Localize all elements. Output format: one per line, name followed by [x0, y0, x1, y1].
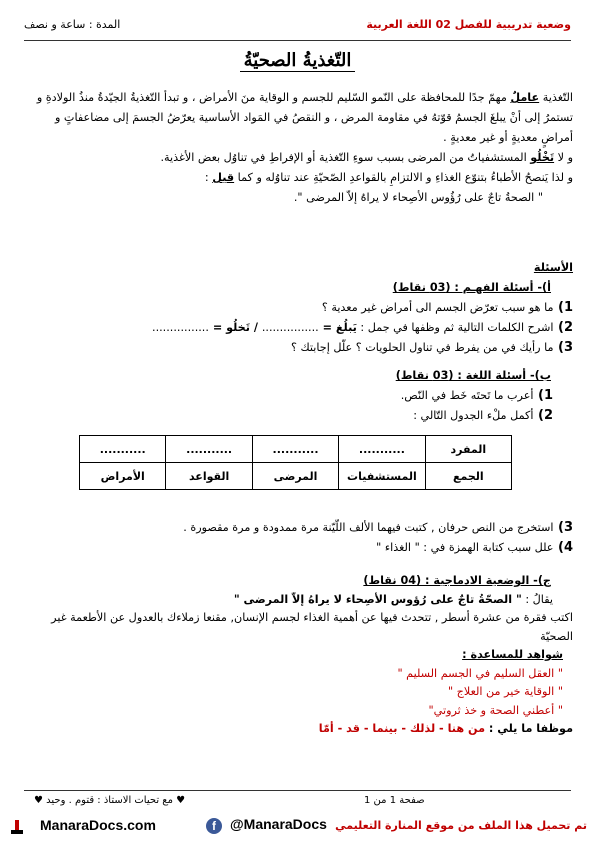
- support-item: " أعطني الصحة و خذ ثروتي": [428, 703, 563, 717]
- part-b-section: [22, 366, 573, 426]
- manara-logo-icon: [8, 819, 26, 835]
- question-b1: 1) أعرب ما تَحتَه خَط في النّص.: [400, 388, 553, 403]
- underlined-word-takhlu: تَخْلُو: [530, 151, 555, 164]
- table-row-label: الجمع: [425, 463, 511, 490]
- table-cell: القواعد: [166, 463, 252, 490]
- questions-section: [22, 258, 573, 358]
- table-cell-blank: ...........: [80, 436, 166, 463]
- table-row-plural: [80, 463, 512, 490]
- passage-paragraph-1: التّغذية عاملٌ مهمّ جدًا للمحافظة على النّمو السّليم للجسم و الوقاية منَ الأمراض ، و تبدأ التّغذيةُ الجيّدةُ منذُ الولادةِ و تستمرُ إلى أنْ يبلغَ الجسمُ قوّتهُ في مقاومة المرض ، و النقصُ في المَواد الأساسية يعرّضُ الجسمَ إلى مضاعفاتٍ و أمراضٍ معديةٍ أو غير معديةٍ .: [36, 91, 573, 144]
- facebook-icon[interactable]: f: [206, 818, 222, 834]
- table-cell-blank: ...........: [339, 436, 425, 463]
- underlined-word-qila: قيل: [212, 171, 235, 184]
- support-item: " العقل السليم في الجسم السليم ": [397, 666, 563, 680]
- teacher-credit: ♥ مع تحيات الاستاذ : قتوم . وحيد ♥: [34, 795, 186, 806]
- question-b3: 3) استخرج من النص حرفان , كتبت فيهما الألف اللّيّنة مرة ممدودة و مرة مقصورة .: [183, 520, 573, 535]
- part-b-continued: [22, 518, 573, 558]
- header-title: وضعية تدريبية للفصل 02 اللغة العربية: [366, 18, 571, 31]
- table-row-singular: [80, 436, 512, 463]
- underlined-word-amil: عاملٌ: [510, 91, 540, 104]
- download-notice: تم تحميل هذا الملف من موقع المنارة التعليمي: [335, 819, 587, 832]
- plural-table: [79, 435, 512, 490]
- question-b2: 2) أكمل ملْء الجدول التّالي :: [413, 408, 553, 423]
- part-c-prompt: يقالُ : " الصحّةُ تاجٌ على رُؤوس الأصِحاء لا يراهُ إلاّ المرضى ": [233, 592, 553, 606]
- table-cell: المستشفيات: [339, 463, 425, 490]
- header-divider: [24, 40, 571, 41]
- page-number: صفحة 1 من 1: [364, 795, 425, 806]
- social-handle[interactable]: @ManaraDocs: [230, 816, 327, 832]
- site-url[interactable]: ManaraDocs.com: [40, 817, 156, 833]
- part-c-task: اكتب فقرة من عشرة أسطر , تتحدث فيها عن أهمية الغذاء لجسم الإنسان, مقنعا زملاءك بالعدول عن الأطعمة غير الصحيّة: [51, 611, 573, 643]
- table-cell: المرضى: [252, 463, 338, 490]
- footer-divider: [24, 790, 571, 791]
- table-cell: الأمراض: [80, 463, 166, 490]
- passage-paragraph-2: و لا تَخْلُو المستشفياتُ من المرضى بسبب سوءِ التّغذية أو الإفراطِ في تناوُل بعض الأغذية.: [160, 151, 573, 164]
- header: [24, 18, 571, 38]
- support-item: " الوقاية خير من العلاج ": [447, 685, 563, 698]
- question-a3: 3) ما رأيك في من يفرط في تناول الحلويات ؟ علّل إجابتك ؟: [290, 340, 573, 355]
- passage: [22, 88, 573, 208]
- part-a-label: أ)- أسئلة الفهـم : (03 نقاط): [392, 281, 551, 294]
- table-row-label: المفرد: [425, 436, 511, 463]
- table-cell-blank: ...........: [252, 436, 338, 463]
- use-words-line: موظفا ما يلي : من هنا - لذلك - بينما - قد - أمّا: [318, 722, 573, 735]
- part-c-section: [22, 572, 573, 739]
- passage-paragraph-3: و لذا يَنصحُ الأطباءُ بتنوّع الغذاءِ و الالتزامِ بالقواعدِ الصّحيّةِ عند تناوُله و كما قيل :: [204, 171, 573, 184]
- footer: [24, 795, 571, 811]
- question-a2: 2) اشرح الكلمات التالية ثم وظفها في جمل : يَبلُغ = ................ / تَخلُو = ................: [152, 320, 573, 335]
- question-b4: 4) علل سبب كتابة الهمزة في : " الغذاء ": [376, 540, 573, 555]
- header-duration: المدة : ساعة و نصف: [24, 18, 121, 31]
- part-b-label: ب)- أسئلة اللغة : (03 نقاط): [395, 369, 551, 382]
- passage-quote: " الصحةُ تاجٌ على رُؤُوس الأصِحاء لا يراهُ إلاّ المرضى ".: [293, 191, 543, 204]
- table-cell-blank: ...........: [166, 436, 252, 463]
- part-c-label: ج)- الوضعية الادماجية : (04 نقاط): [363, 574, 551, 587]
- questions-heading: الأسئلة: [533, 261, 573, 274]
- question-a1: 1) ما هو سبب تعرّض الجسم الى أمراض غير معدية ؟: [321, 300, 573, 315]
- site-banner: [0, 815, 595, 839]
- support-label: شواهد للمساعدة :: [462, 648, 563, 661]
- page-title: التّغذيةُ الصحيّةُ: [0, 50, 595, 71]
